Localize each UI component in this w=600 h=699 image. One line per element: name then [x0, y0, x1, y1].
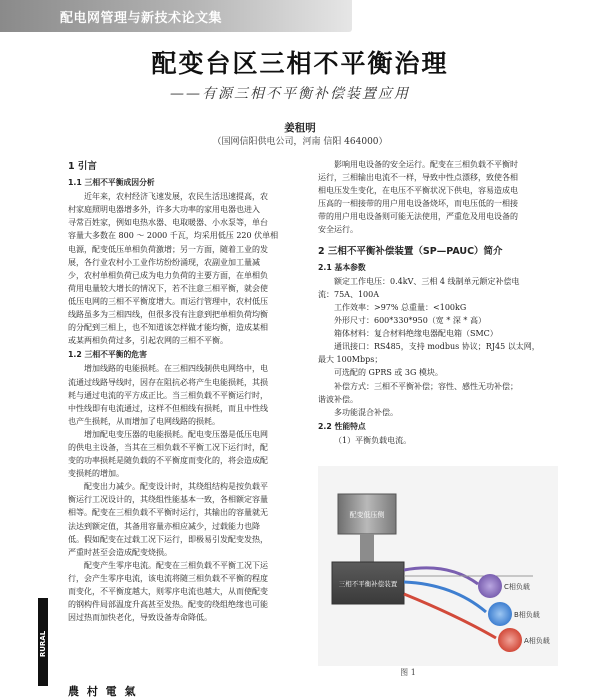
text-line: 变的功率损耗是随负载的不平衡度而变化的，将会造成配 [68, 456, 268, 466]
subsection-heading-features: 2.2 性能特点 [318, 421, 366, 431]
phase-a-label: A相负载 [524, 637, 550, 645]
phase-b-load [488, 602, 512, 626]
figure-caption: 图 1 [400, 668, 416, 677]
paragraph-causes [68, 190, 310, 347]
text-line: 法达到额定值，其备用容量亦相应减少，过载能力也降 [68, 521, 260, 531]
text-line: 带的用户用电设备则可能无法使用，严重危及用电设备的 [318, 212, 518, 222]
parameter-line: 工作效率：>97% 总重量：<100kG [334, 302, 467, 312]
text-line: 中性线即有电流通过，这样不但相线有损耗，而且中性线 [68, 403, 268, 413]
subsection-heading-params: 2.1 基本参数 [318, 262, 366, 272]
text-line: 安全运行。 [318, 225, 358, 235]
text-line: 的分配到三相上，也不知道该怎样做才能均衡，造成某相 [68, 323, 268, 333]
left-column [68, 158, 310, 624]
text-line: 而变化，不平衡度越大，则零序电流也越大，从而使配变 [68, 587, 268, 596]
text-line: 也产生损耗，从而增加了电网线路的损耗。 [68, 416, 220, 426]
diagram-svg [318, 466, 558, 666]
phase-c-label: C相负载 [504, 583, 530, 591]
parameter-line: 外形尺寸：600*330*950（宽 * 深 * 高） [334, 316, 486, 326]
parameter-line: 补偿方式：三相不平衡补偿；容性、感性无功补偿； [334, 381, 518, 391]
paragraph-equipment-safety [318, 158, 562, 237]
parameter-line: 通讯接口：RS485，支持 modbus 协议；RJ45 以太网， [334, 342, 540, 352]
parameter-line: 多功能混合补偿。 [334, 407, 398, 417]
paragraph-transformer-loss [68, 428, 310, 480]
banner-title: 配电网管理与新技术论文集 [60, 11, 223, 26]
text-line: 荷用电量较大增长的情况下，若不注意三相平衡，就会使 [68, 283, 268, 293]
header-banner [0, 0, 352, 32]
text-line: 因过热而加快老化，导致设备寿命降低。 [68, 613, 212, 623]
paragraph-line-loss [68, 362, 310, 427]
transformer-label: 配变低压侧 [349, 511, 385, 519]
feature-item: （1）平衡负载电流。 [334, 435, 412, 445]
text-line: 的供电主设备，当其在三相负载不平衡工况下运行时，配 [68, 442, 268, 452]
text-line: 近年来，农村经济飞速发展，农民生活迅速提高，农 [84, 192, 268, 202]
text-line: 相等。配变在三相负载不平衡时运行，其输出的容量就无 [68, 508, 268, 518]
text-line: 运行，三相输出电流不一样，导致中性点漂移，致使各相 [318, 173, 518, 183]
journal-footer-logo: 農 村 電 氣 [68, 685, 138, 698]
text-line: 配变产生零序电流。配变在三相负载不平衡工况下运 [84, 560, 268, 570]
text-line: 压高的一相接带的用户用电设备烧坏，而电压低的一相接 [318, 199, 518, 209]
parameter-line: 可选配的 GPRS 或 3G 模块。 [334, 368, 443, 378]
phase-b-label: B相负载 [514, 611, 540, 619]
parameter-line: 额定工作电压：0.4kV、三相 4 线制单元额定补偿电 [334, 276, 520, 286]
text-line: 增加配电变压器的电能损耗。配电变压器是低压电网 [84, 429, 268, 439]
text-line: 严重时甚至会造成配变烧损。 [68, 547, 172, 557]
text-line: 少，农村单相负荷已成为电力负荷的主要方面，在单相负 [68, 270, 268, 280]
text-line: 线路虽多为三相四线，但很多没有注意到把单相负荷均衡 [68, 310, 268, 320]
figure-compensation-diagram [318, 466, 558, 666]
article-title: 配变台区三相不平衡治理 [151, 49, 449, 78]
text-line: 增加线路的电能损耗。在三相四线制供电网络中，电 [84, 364, 268, 374]
device-label: 三相不平衡补偿装置 [338, 580, 398, 588]
parameter-line: 谐波补偿。 [318, 394, 358, 404]
parameter-line: 流：75A、100A [318, 289, 380, 299]
text-line: 衡运行工况设计的，其绕组性能基本一致，各相额定容量 [68, 495, 268, 505]
right-column [318, 158, 562, 447]
text-line: 低压电网的三相不平衡度增大。而运行管理中，农村低压 [68, 296, 268, 306]
text-line: 电源，配变低压单相负荷激增；另一方面，随着工业的发 [68, 244, 268, 254]
text-line: 村家庭照明电器增多外，许多大功率的家用电器也进入 [68, 205, 260, 215]
section-heading-intro: 1 引言 [68, 161, 97, 172]
subsection-heading-hazards: 1.2 三相不平衡的危害 [68, 350, 147, 360]
text-line: 耗与通过电流的平方成正比。当三相负载不平衡运行时， [68, 390, 268, 400]
section-heading-device: 2 三相不平衡补偿装置（SP—PAUC）简介 [318, 245, 503, 257]
text-line: 或某两相负荷过多，引起农网的三相不平衡。 [68, 336, 228, 346]
text-line: 变损耗的增加。 [68, 469, 124, 479]
text-line: 寻常百姓家，例如电热水器、电取暖器、小水泵等，单台 [68, 218, 268, 228]
text-line: 配变出力减少。配变设计时，其绕组结构是按负载平 [84, 482, 268, 492]
article-subtitle: ——有源三相不平衡补偿装置应用 [170, 86, 410, 102]
text-line: 影响用电设备的安全运行。配变在三相负载不平衡时 [334, 160, 518, 169]
paragraph-output-reduction [68, 480, 310, 559]
paragraph-zero-sequence [68, 559, 310, 624]
subsection-heading-causes: 1.1 三相不平衡成因分析 [68, 178, 155, 188]
text-line: 相电压发生变化，在电压不平衡状况下供电，容易造成电 [318, 186, 518, 196]
text-line: 行，会产生零序电流，该电流将随三相负载不平衡的程度 [68, 573, 268, 583]
parameter-list [318, 275, 562, 419]
phase-c-load [478, 574, 502, 598]
text-line: 展，各行业农村小工业作坊纷纷涌现，农副业加工量减 [68, 257, 260, 267]
bus-connector [360, 534, 374, 562]
text-line: 流通过线路导线时，因存在阻抗必将产生电能损耗，其损 [68, 377, 268, 387]
text-line: 的钢构件局部温度升高甚至发热。配变的绕组绝缘也可能 [68, 600, 268, 610]
phase-a-load [498, 628, 522, 652]
author-name: 姜租明 [284, 122, 316, 134]
author-affiliation: （国网信阳供电公司，河南 信阳 464000） [212, 137, 388, 147]
text-line: 低。假如配变在过载工况下运行，即极易引发配变发热， [68, 534, 268, 544]
text-line: 容量大多数在 800 ～ 2000 千瓦，均采用低压 220 伏单相 [68, 231, 279, 241]
journal-sidebar-text: RURAL ELECTRIFICATION [39, 609, 57, 679]
parameter-line: 最大 100Mbps； [318, 355, 383, 365]
parameter-line: 箱体材料：复合材料绝缘电器配电箱（SMC） [334, 329, 498, 339]
